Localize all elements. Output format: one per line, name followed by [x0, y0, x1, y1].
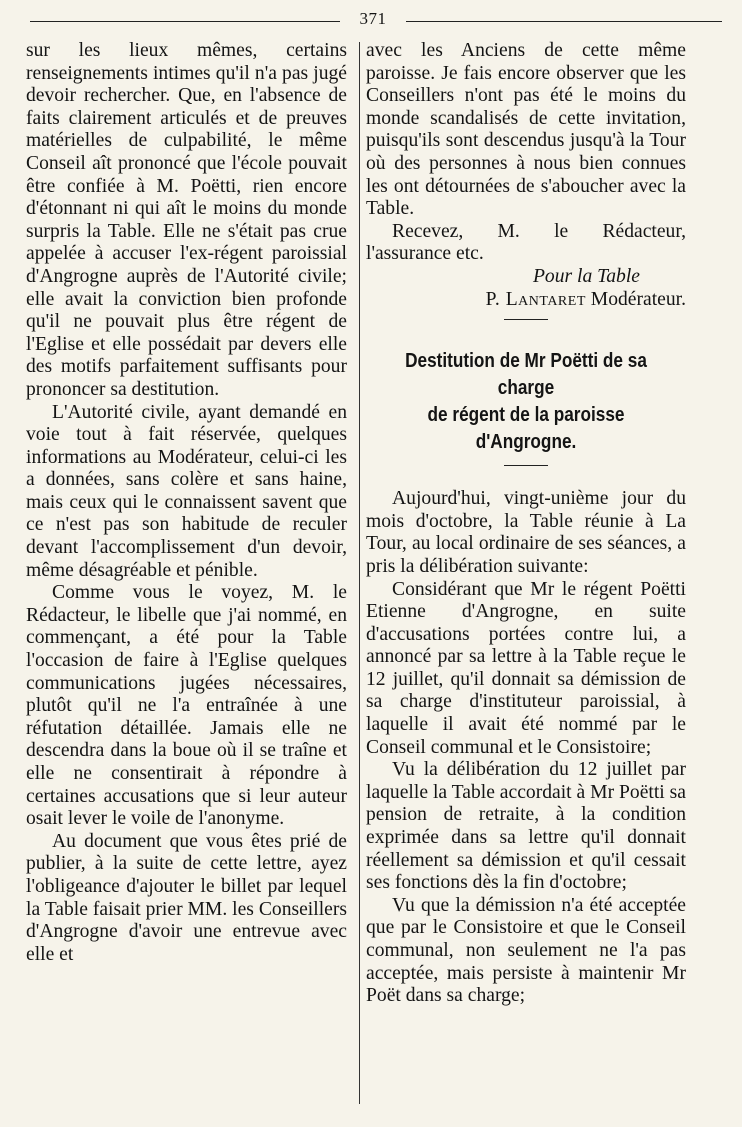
paragraph: sur les lieux mêmes, certains renseignements intimes qu'il n'a pas jugé devoir rechercher. Que, en l'absence de faits clairement articulés et de preuves matérielles de culpabilité, le même Conseil aît prononcé que l'école pouvait être confiée à M. Poëtti, rien encore d'étonnant ni qui aît le moins du monde surpris la Table. Elle ne s'était pas crue appelée à accuser l'ex-régent paroissial d'Angrogne auprès de l'Autorité civile; elle avait la conviction bien profonde qu'il ne pouvait plus être régent de l'Eglise et elle possédait par devers elle des motifs parfaitement suffisants pour prononcer sa destitution.: [26, 40, 347, 400]
paragraph: L'Autorité civile, ayant demandé en voie tout à fait réservée, quelques informations au Modérateur, celui-ci les a données, sans colère et sans haine, mais ceux qui le connaissent savent que ce n'est pas son habitude de reculer devant l'accomplissement d'un devoir, même désagréable et pénible.: [26, 401, 347, 581]
separator-rule: [504, 319, 548, 320]
signature-name: P. Lantaret: [485, 288, 586, 310]
separator-rule: [504, 465, 548, 466]
article-headline-line1: Destitution de Mr Poëtti de sa charge: [405, 350, 647, 400]
signature-title: Modérateur.: [590, 288, 686, 310]
page-header: [20, 9, 722, 33]
left-column: [26, 40, 347, 966]
paragraph: Considérant que Mr le régent Poëtti Etienne d'Angrogne, en suite d'accusations portées contre lui, a annoncé par sa lettre à la Table reçue le 12 juillet, qu'il donnait sa démission de sa charge d'instituteur paroissial, à laquelle il avait été nommé par le Conseil communal et le Consistoire;: [366, 578, 686, 758]
column-divider: [359, 42, 360, 1104]
signature: [366, 289, 686, 312]
paragraph: Vu la délibération du 12 juillet par laquelle la Table accordait à Mr Poëtti sa pension de retraite, à la condition exprimée dans sa lettre qu'il donnait réellement sa démission et qu'il cessait ses fonctions dès la fin d'octobre;: [366, 759, 686, 894]
paragraph: Aujourd'hui, vingt-unième jour du mois d'octobre, la Table réunie à La Tour, au local ordinaire de ses séances, a pris la délibération suivante:: [366, 488, 686, 577]
right-column: [366, 40, 686, 1008]
article-headline-line2: de régent de la paroisse d'Angrogne.: [427, 404, 625, 454]
header-rule-left: [30, 21, 340, 22]
paragraph: Vu que la démission n'a été acceptée que par le Consistoire et que le Conseil communal, non seulement ne l'a pas acceptée, mais persiste à maintenir Mr Poët dans sa charge;: [366, 894, 686, 1007]
paragraph: avec les Anciens de cette même paroisse. Je fais encore observer que les Conseillers n'ont pas été le moins du monde scandalisés de cette invitation, puisqu'ils sont descendus jusqu'à la Tour où des personnes à nous bien connues les ont détournées de s'aboucher avec la Table.: [366, 40, 686, 220]
header-rule-right: [406, 21, 722, 22]
paragraph: Comme vous le voyez, M. le Rédacteur, le libelle que j'ai nommé, en commençant, a été pour la Table l'occasion de faire à l'Eglise quelques communications jugées nécessaires, plutôt qu'il ne l'a entraînée à une réfutation détaillée. Jamais elle ne descendra dans la boue où il se traîne et elle ne consentirait à répondre à certaines accusations que si leur auteur osait lever le voile de l'anonyme.: [26, 582, 347, 830]
signature-role: Pour la Table: [532, 265, 640, 287]
page-number: 371: [359, 9, 387, 28]
closing-paragraph: Recevez, M. le Rédacteur, l'assurance etc.: [366, 220, 686, 265]
paragraph: Au document que vous êtes prié de publier, à la suite de cette lettre, ayez l'obligeance d'ajouter le billet par lequel la Table faisait prier MM. les Conseillers d'Angrogne d'avoir une entrevue avec elle et: [26, 830, 347, 965]
